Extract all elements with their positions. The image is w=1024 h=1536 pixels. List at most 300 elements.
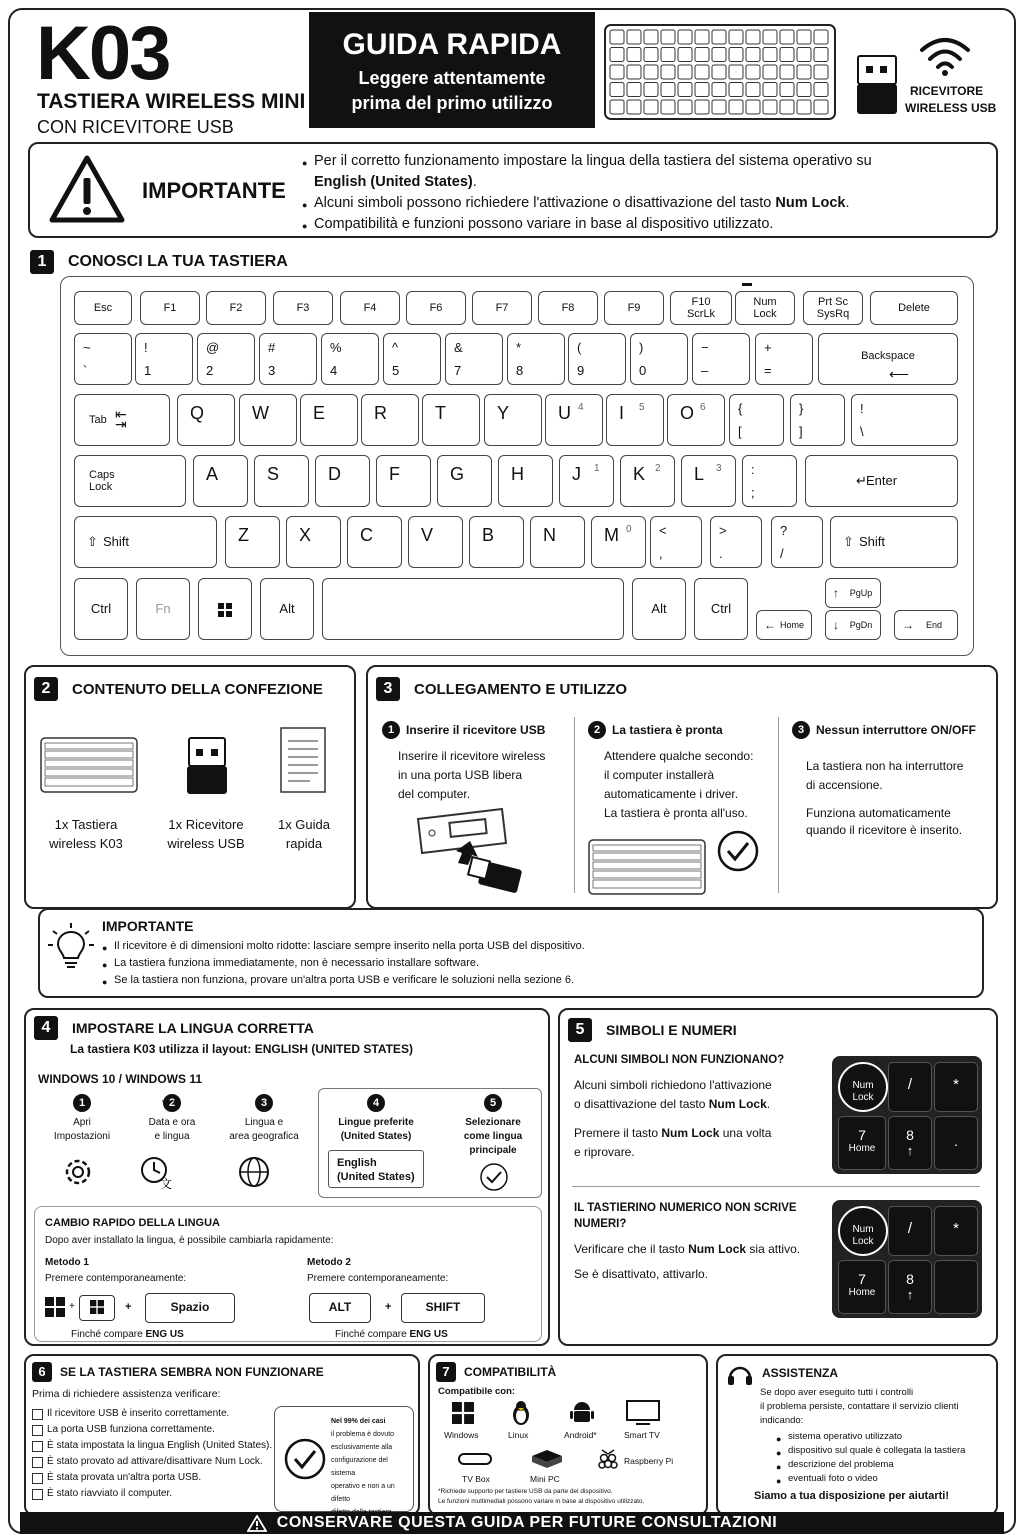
- step-number: 5: [484, 1094, 502, 1112]
- key-label: PgDn: [849, 620, 873, 630]
- key-number[interactable]: [259, 333, 317, 385]
- step-label: Lingua e: [244, 1117, 284, 1128]
- key-label: Caps Lock: [89, 469, 115, 493]
- key-ctrl-left[interactable]: [74, 578, 128, 640]
- numpad-8: [888, 1116, 932, 1170]
- key-label: !: [860, 401, 864, 416]
- key-label: 7: [858, 1127, 866, 1143]
- check-intro: Prima di richiedere assistenza verificare:: [32, 1388, 221, 1400]
- method-1: Metodo 1: [45, 1257, 89, 1268]
- key-label: \: [860, 424, 864, 439]
- key-number[interactable]: [445, 333, 503, 385]
- key-letter[interactable]: [591, 516, 646, 568]
- key-label: :: [751, 462, 755, 477]
- key-f8[interactable]: [538, 291, 598, 325]
- important-item: ● Per il corretto funzionamento impostare la lingua della tastiera del sistema operativo su English (United States).: [302, 151, 992, 193]
- key-punct[interactable]: [771, 516, 823, 568]
- key-punct[interactable]: [650, 516, 702, 568]
- section-3-box: [366, 665, 998, 909]
- guide-banner: [309, 12, 595, 128]
- support-box: [716, 1354, 998, 1516]
- key-number[interactable]: [630, 333, 688, 385]
- key-label: ;: [751, 485, 755, 500]
- key-label: Esc: [93, 302, 113, 314]
- section-3-title: 3 COLLEGAMENTO E UTILIZZO: [376, 677, 627, 701]
- key-esc[interactable]: [74, 291, 132, 325]
- item-keyboard-label: 1x Tastiera wireless K03: [49, 817, 123, 851]
- key-label: .: [719, 546, 723, 561]
- mini-pc-icon: [530, 1448, 564, 1470]
- method-1-sub: Premere contemporaneamente:: [45, 1273, 187, 1284]
- section-2-box: [24, 665, 356, 909]
- key-letter[interactable]: [620, 455, 675, 507]
- key-label: #: [268, 340, 276, 355]
- compat-note-2: Le funzioni multimediali possono variare in base al dispositivo utilizzato.: [438, 1498, 645, 1505]
- key-label: Fn: [155, 601, 171, 616]
- key-label: 7: [858, 1271, 866, 1287]
- key-letter[interactable]: [606, 394, 664, 446]
- step-label: Data e ora: [148, 1117, 196, 1128]
- section-2-title: 2 CONTENUTO DELLA CONFEZIONE: [34, 677, 323, 701]
- receiver-item-icon: [186, 737, 228, 795]
- compat-tv-box: TV Box: [462, 1474, 490, 1484]
- key-label: U: [558, 403, 571, 423]
- item-receiver-label: 1x Ricevitore wireless USB: [167, 817, 245, 851]
- key-label: M: [604, 525, 619, 545]
- key-shift-left[interactable]: [74, 516, 217, 568]
- key-f3[interactable]: [273, 291, 333, 325]
- key-letter[interactable]: [559, 455, 614, 507]
- section-6-box: [24, 1354, 420, 1516]
- windows-icon: [452, 1402, 474, 1424]
- key-enter[interactable]: [805, 455, 958, 507]
- key-label: F7: [495, 302, 509, 314]
- key-label: 0: [626, 524, 632, 535]
- key-label: Backspace: [861, 350, 915, 362]
- key-label: @: [206, 340, 220, 355]
- key-caps-lock[interactable]: [74, 455, 186, 507]
- guide-title: GUIDA RAPIDA: [342, 28, 562, 61]
- section-7-box: [428, 1354, 708, 1516]
- key-fn[interactable]: [136, 578, 190, 640]
- key-label: G: [450, 464, 465, 484]
- key-ctrl-right[interactable]: [694, 578, 748, 640]
- key-label: H: [511, 464, 524, 484]
- key-label: I: [619, 403, 625, 423]
- quick-title: CAMBIO RAPIDO DELLA LINGUA: [45, 1217, 220, 1229]
- key-label: *: [516, 340, 522, 355]
- key-label: F6: [429, 302, 443, 314]
- key-label: 5: [392, 363, 400, 378]
- key-label: Home: [848, 1143, 876, 1154]
- support-item: ● sistema operativo utilizzato: [776, 1430, 965, 1444]
- key-bracket[interactable]: [729, 394, 784, 446]
- checklist-item[interactable]: È stato provato ad attivare/disattivare Num Lock.: [32, 1456, 278, 1468]
- key-num[interactable]: [735, 291, 795, 325]
- arrow-left-icon: ⟵: [889, 366, 910, 382]
- check-circle-icon: [479, 1162, 509, 1192]
- numpad-numlock: [838, 1062, 888, 1112]
- numpad-7: [838, 1260, 886, 1314]
- key-letter[interactable]: [361, 394, 419, 446]
- key-label: 8: [906, 1127, 914, 1143]
- key-alt-right[interactable]: [632, 578, 686, 640]
- important-item: ● Alcuni simboli possono richiedere l'attivazione o disattivazione del tasto Num Lock.: [302, 193, 992, 214]
- numpad-numlock: [838, 1206, 888, 1256]
- key-letter[interactable]: [667, 394, 725, 446]
- checklist-item[interactable]: È stata impostata la lingua English (United States).: [32, 1440, 278, 1452]
- key-f9[interactable]: [604, 291, 664, 325]
- key-delete[interactable]: [870, 291, 958, 325]
- key-label: F: [389, 464, 400, 484]
- key-number[interactable]: [568, 333, 626, 385]
- key-label: F10 ScrLk: [686, 296, 716, 320]
- section-5-title: 5 SIMBOLI E NUMERI: [568, 1018, 737, 1042]
- keyboard-ready-icon: [588, 839, 706, 895]
- key-home[interactable]: [756, 610, 812, 640]
- guide-sub-2: prima del primo utilizzo: [351, 93, 553, 113]
- key-label: F2: [229, 302, 243, 314]
- key-label: ~: [83, 340, 91, 355]
- smart-tv-icon: [626, 1400, 660, 1426]
- numpad-star: [934, 1062, 978, 1112]
- subtitle-1: TASTIERA WIRELESS MINI: [37, 90, 306, 113]
- guide-item-icon: [280, 727, 326, 793]
- key-letter[interactable]: [376, 455, 431, 507]
- key-label: W: [252, 403, 269, 423]
- key-semicolon[interactable]: [742, 455, 797, 507]
- english-us-option[interactable]: English (United States): [328, 1150, 424, 1188]
- note-box: [274, 1406, 414, 1512]
- compat-smart-tv: Smart TV: [624, 1430, 660, 1440]
- key-prt-sc[interactable]: [803, 291, 863, 325]
- q2-text: Verificare che il tasto Num Lock sia attivo. Se è disattivato, attivarlo.: [574, 1242, 801, 1281]
- key-label: F3: [296, 302, 310, 314]
- key-label: 3: [268, 363, 276, 378]
- checklist-item[interactable]: Il ricevitore USB è inserito correttamente.: [32, 1408, 278, 1420]
- key-label: <: [659, 523, 667, 538]
- item-guide-label: 1x Guida rapida: [277, 817, 331, 851]
- key-pgdn[interactable]: [825, 610, 881, 640]
- support-item: ● eventuali foto o video: [776, 1472, 965, 1486]
- key-label: S: [267, 464, 280, 484]
- key-label: }: [799, 401, 804, 416]
- numpad-7: [838, 1116, 886, 1170]
- section-7-title: 7 COMPATIBILITÀ: [436, 1362, 556, 1382]
- os-label: WINDOWS 10 / WINDOWS 11: [38, 1072, 203, 1086]
- key-label: C: [360, 525, 373, 545]
- num-lock-led: [742, 283, 752, 286]
- step-1: 1 Inserire il ricevitore USB Inserire il ricevitore wireless in una porta USB libera del computer.: [382, 721, 572, 804]
- checklist-item[interactable]: È stata provata un'altra porta USB.: [32, 1472, 278, 1484]
- compat-raspberry: Raspberry Pi: [624, 1456, 674, 1466]
- key-letter[interactable]: [239, 394, 297, 446]
- key-label: *: [953, 1220, 959, 1237]
- key-letter[interactable]: [193, 455, 248, 507]
- gear-icon: [60, 1154, 96, 1190]
- quick-sub: Dopo aver installato la lingua, è possibile cambiarla rapidamente:: [45, 1235, 334, 1246]
- arrow-up-icon: ↑: [906, 1287, 914, 1302]
- important-item: ● Compatibilità e funzioni possono variare in base al dispositivo utilizzato.: [302, 214, 992, 235]
- alt-key: ALT: [309, 1293, 371, 1323]
- tv-box-icon: [458, 1452, 492, 1466]
- note-text: Nel 99% dei casi il problema è dovuto esclusivamente alla configurazione del sistema operativo e non a un difetto: [331, 1418, 395, 1503]
- step-label: area geografica: [229, 1131, 299, 1142]
- key-label: .: [954, 1133, 958, 1149]
- key-f10[interactable]: [670, 291, 732, 325]
- key-letter[interactable]: [469, 516, 524, 568]
- key-letter[interactable]: [408, 516, 463, 568]
- key-label: 8: [906, 1271, 914, 1287]
- linux-icon: [510, 1400, 532, 1426]
- language-step: [438, 1094, 548, 1158]
- numpad-dot: [934, 1260, 978, 1314]
- key-alt-left[interactable]: [260, 578, 314, 640]
- check-icon: [283, 1437, 327, 1481]
- support-list: [776, 1430, 965, 1486]
- key-label: T: [435, 403, 446, 423]
- step-number: 1: [73, 1094, 91, 1112]
- key-label: ?: [780, 523, 788, 538]
- android-icon: [570, 1400, 594, 1426]
- key-backspace[interactable]: [818, 333, 958, 385]
- key-letter[interactable]: [225, 516, 280, 568]
- key-label: B: [482, 525, 495, 545]
- key-letter[interactable]: [530, 516, 585, 568]
- key-label: PgUp: [849, 588, 873, 598]
- key-number[interactable]: [507, 333, 565, 385]
- section-4-box: [24, 1008, 550, 1346]
- key-punct[interactable]: [710, 516, 762, 568]
- tab-icon: ⇤ ⇥: [115, 406, 127, 432]
- key-label: Ctrl: [710, 601, 732, 616]
- shift-key: SHIFT: [401, 1293, 485, 1323]
- key-home-icon: ←: [764, 618, 776, 632]
- receiver-label-2: WIRELESS USB: [905, 101, 997, 115]
- divider: [572, 1186, 980, 1187]
- key-label: 7: [454, 363, 462, 378]
- subtitle-2: CON RICEVITORE USB: [37, 117, 234, 137]
- key-label: {: [738, 401, 743, 416]
- key-label: 2: [655, 463, 661, 474]
- key-letter[interactable]: [545, 394, 603, 446]
- check-icon: [716, 829, 760, 873]
- divider: [574, 717, 575, 893]
- support-item: ● descrizione del problema: [776, 1458, 965, 1472]
- key-letter[interactable]: [254, 455, 309, 507]
- key-tab[interactable]: [74, 394, 170, 446]
- key-label: ]: [799, 424, 803, 439]
- key-letter[interactable]: [315, 455, 370, 507]
- warning-icon: [48, 154, 126, 224]
- headset-icon: [726, 1362, 754, 1388]
- keyboard-item-icon: [40, 737, 138, 793]
- key-label: Y: [497, 403, 510, 423]
- checklist-item[interactable]: La porta USB funziona correttamente.: [32, 1424, 278, 1436]
- numpad-slash: [888, 1062, 932, 1112]
- key-letter[interactable]: [498, 455, 553, 507]
- key-f4[interactable]: [340, 291, 400, 325]
- footer-text: CONSERVARE QUESTA GUIDA PER FUTURE CONSULTAZIONI: [276, 1514, 778, 1531]
- key-label: 4: [578, 402, 584, 413]
- key-label: F9: [627, 302, 641, 314]
- key-number[interactable]: [383, 333, 441, 385]
- key-label: ): [639, 340, 644, 355]
- plus-sign: +: [69, 1301, 75, 1312]
- key-label: 1: [594, 463, 600, 474]
- important-list: [302, 151, 992, 235]
- step-label: Selezionare: [465, 1117, 521, 1128]
- checklist-item[interactable]: È stato riavviato il computer.: [32, 1488, 278, 1500]
- key-windows[interactable]: [198, 578, 252, 640]
- plus-sign: +: [385, 1301, 392, 1313]
- key-label: [: [738, 424, 742, 439]
- step-number: 4: [367, 1094, 385, 1112]
- wireless-signal-icon: [918, 34, 972, 76]
- key-label: Shift: [859, 534, 886, 549]
- key-pgdn-icon: ↓: [833, 618, 839, 632]
- method-2-sub: Premere contemporaneamente:: [307, 1273, 449, 1284]
- key-letter[interactable]: [437, 455, 492, 507]
- key-label: Home: [848, 1287, 876, 1298]
- numpad-illustration: [832, 1056, 982, 1174]
- step-label: (United States): [340, 1131, 412, 1142]
- key-label: 3: [716, 463, 722, 474]
- step-label: Lingue preferite: [338, 1117, 414, 1128]
- key-label: >: [719, 523, 727, 538]
- key-label: 1: [144, 363, 152, 378]
- section-5-box: [558, 1008, 998, 1346]
- key-label: =: [764, 363, 772, 378]
- key-label: /: [780, 546, 784, 561]
- key-backslash[interactable]: [851, 394, 958, 446]
- support-end: Siamo a tua disposizione per aiutarti!: [754, 1490, 949, 1502]
- key-label: Delete: [898, 302, 930, 314]
- key-pgup[interactable]: [825, 578, 881, 608]
- key-label: 6: [700, 402, 706, 413]
- key-label: 5: [639, 402, 645, 413]
- key-label: Alt: [651, 601, 667, 616]
- key-label: L: [694, 464, 705, 484]
- support-text: Se dopo aver eseguito tutti i controlli il problema persiste, contattare il servizio clienti indicando:: [760, 1387, 959, 1426]
- globe-icon: [236, 1154, 272, 1190]
- usb-receiver-icon: [856, 54, 898, 116]
- key-label: 9: [577, 363, 585, 378]
- numpad-illustration: [832, 1200, 982, 1318]
- section-6-title: 6 SE LA TASTIERA SEMBRA NON FUNZIONARE: [32, 1362, 324, 1382]
- key-pgup-icon: ↑: [833, 586, 839, 600]
- numpad-dot: [934, 1116, 978, 1170]
- key-letter[interactable]: [681, 455, 736, 507]
- lightbulb-icon: [48, 922, 94, 972]
- key-number[interactable]: [692, 333, 750, 385]
- key-label: /: [907, 1220, 913, 1237]
- key-letter[interactable]: [300, 394, 358, 446]
- key-label: Home: [779, 620, 804, 630]
- compat-note-1: *Richiede supporto per tastiere USB da parte del dispositivo.: [438, 1488, 613, 1495]
- key-label: F8: [561, 302, 575, 314]
- divider: [778, 717, 779, 893]
- compat-mini-pc: Mini PC: [530, 1474, 560, 1484]
- key-label: D: [328, 464, 341, 484]
- key-label: X: [299, 525, 312, 545]
- step-2: 2 La tastiera è pronta Attendere qualche secondo: il computer installerà automaticamente i driver. La tastiera è pronta all'uso.: [588, 721, 778, 823]
- key-bracket[interactable]: [790, 394, 845, 446]
- key-number[interactable]: [74, 333, 132, 385]
- key-f1[interactable]: [140, 291, 200, 325]
- step-label: Impostazioni: [53, 1131, 111, 1142]
- checklist: [32, 1408, 278, 1504]
- section-1-title: 1 CONOSCI LA TUA TASTIERA: [30, 250, 288, 274]
- key-space[interactable]: [322, 578, 624, 640]
- key-label: Z: [238, 525, 249, 545]
- key-shift-right[interactable]: [830, 516, 958, 568]
- step-label: principale: [469, 1145, 517, 1156]
- key-number[interactable]: [321, 333, 379, 385]
- tip-item: ● Se la tastiera non funziona, provare un'altra porta USB e verificare le soluzioni nella sezione 6.: [102, 972, 972, 989]
- key-label: Enter: [866, 473, 898, 488]
- key-letter[interactable]: [484, 394, 542, 446]
- tip-item: ● Il ricevitore è di dimensioni molto ridotte: lasciare sempre inserito nella porta USB del dispositivo.: [102, 938, 972, 955]
- step-number: 3: [255, 1094, 273, 1112]
- until-1: Finché compare ENG US: [71, 1329, 184, 1340]
- key-label: –: [701, 363, 709, 378]
- key-f2[interactable]: [206, 291, 266, 325]
- key-label: Num Lock: [852, 1080, 874, 1103]
- key-label: E: [313, 403, 326, 423]
- key-label: Num Lock: [753, 296, 777, 320]
- key-letter[interactable]: [286, 516, 341, 568]
- usb-insert-illustration: [412, 799, 542, 897]
- key-number[interactable]: [135, 333, 193, 385]
- key-label: 2: [206, 363, 214, 378]
- key-number[interactable]: [197, 333, 255, 385]
- compat-windows: Windows: [444, 1430, 479, 1440]
- shift-icon: ⇧: [843, 534, 854, 549]
- layout-info: La tastiera K03 utilizza il layout: ENGLISH (UNITED STATES): [70, 1042, 413, 1056]
- q2: IL TASTIERINO NUMERICO NON SCRIVE NUMERI?: [574, 1202, 797, 1230]
- language-step: [212, 1094, 316, 1144]
- compat-sub: Compatibile con:: [438, 1386, 516, 1397]
- key-letter[interactable]: [177, 394, 235, 446]
- key-label: Num Lock: [852, 1224, 874, 1247]
- key-end-icon: →: [902, 618, 914, 632]
- key-letter[interactable]: [347, 516, 402, 568]
- key-f6[interactable]: [406, 291, 466, 325]
- key-label: Prt Sc SysRq: [816, 296, 850, 320]
- support-item: ● dispositivo sul quale è collegata la tastiera: [776, 1444, 965, 1458]
- step-label: Apri: [73, 1117, 91, 1128]
- important-title: IMPORTANTE: [142, 178, 286, 203]
- key-end[interactable]: [894, 610, 958, 640]
- clock-language-icon: [138, 1154, 174, 1190]
- key-label: Q: [190, 403, 205, 423]
- arrow-up-icon: ↑: [906, 1143, 914, 1158]
- key-f7[interactable]: [472, 291, 532, 325]
- key-label: *: [953, 1076, 959, 1093]
- key-label: ,: [659, 546, 663, 561]
- key-label: %: [330, 340, 342, 355]
- shift-icon: ⇧: [87, 534, 98, 549]
- key-label: +: [764, 340, 772, 355]
- key-label: F4: [363, 302, 377, 314]
- key-number[interactable]: [755, 333, 813, 385]
- key-label: A: [206, 464, 219, 484]
- key-label: F1: [163, 302, 177, 314]
- key-label: 4: [330, 363, 338, 378]
- key-letter[interactable]: [422, 394, 480, 446]
- key-label: ^: [392, 340, 399, 355]
